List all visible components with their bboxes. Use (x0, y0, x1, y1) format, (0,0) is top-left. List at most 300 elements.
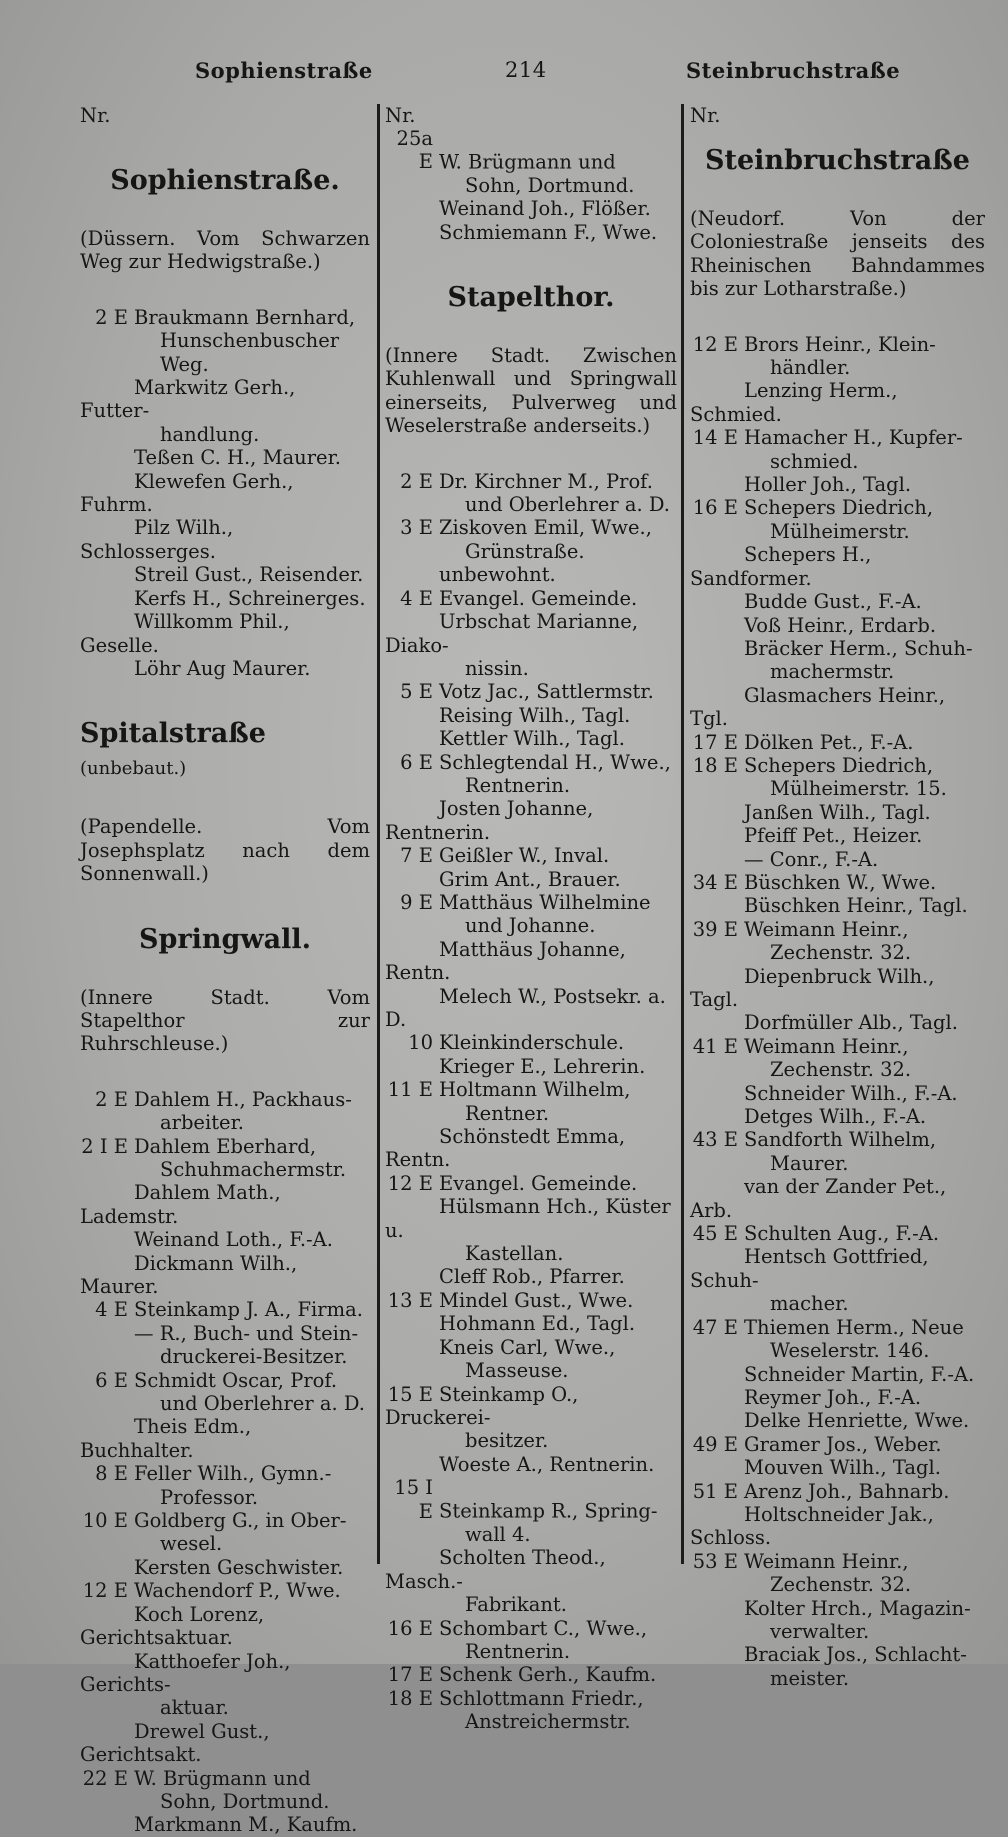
resident-text: Katthoefer Joh., Gerichts- (80, 1649, 291, 1696)
resident-text: Büschken W., Wwe. (744, 870, 937, 894)
address-entry (80, 1298, 370, 1321)
resident-text: Schmiemann F., Wwe. (439, 220, 658, 244)
address-entry (690, 918, 985, 941)
address-entry (690, 1433, 985, 1456)
resident-text: Evangel. Gemeinde. (439, 1171, 638, 1195)
address-entry (690, 590, 985, 613)
resident-text: Streil Gust., Reisender. (134, 563, 364, 587)
address-entry (80, 1088, 370, 1111)
street-description: (Papendelle. Vom Josephsplatz nach dem Sonnenwall.) (80, 815, 370, 886)
address-entry (690, 496, 985, 519)
address-entry (385, 844, 677, 867)
address-entry (690, 1643, 985, 1666)
resident-text-continuation: Weselerstr. 146. (770, 1339, 930, 1363)
resident-text-continuation: Zechenstr. 32. (770, 1058, 912, 1082)
house-number: 47 E (692, 1315, 738, 1339)
resident-text: Dahlem Eberhard, (134, 1134, 317, 1158)
address-entry (385, 1125, 677, 1172)
house-number: 15 I E (394, 1476, 433, 1523)
address-entry (690, 801, 985, 824)
street-title: Steinbruchstraße (705, 145, 970, 176)
resident-text: Theis Edm., Buchhalter. (80, 1415, 252, 1462)
address-entry (690, 333, 985, 356)
address-entry (385, 868, 677, 891)
address-entry (690, 731, 985, 754)
house-number: 13 E (387, 1288, 433, 1312)
address-entry (80, 1767, 370, 1790)
address-entry (690, 426, 985, 449)
resident-text: Braciak Jos., Schlacht- (744, 1643, 967, 1667)
resident-text-continuation: Rentner. (465, 1101, 550, 1125)
resident-text: unbewohnt. (439, 563, 556, 587)
resident-text-continuation: Schuhmachermstr. (160, 1157, 347, 1181)
house-number: 41 E (692, 1034, 738, 1058)
house-number: 12 E (82, 1579, 128, 1603)
address-entry (80, 1813, 370, 1836)
resident-text: Weimann Heinr., (744, 917, 909, 941)
resident-text: Kolter Hrch., Magazin- (744, 1596, 971, 1620)
resident-text: Dölken Pet., F.-A. (744, 730, 914, 754)
address-entry (385, 938, 677, 985)
resident-text: Geißler W., Inval. (439, 844, 610, 868)
address-entry (385, 1476, 677, 1523)
resident-text: Holtmann Wilhelm, (439, 1078, 631, 1102)
resident-text-continuation: Mülheimerstr. 15. (770, 777, 947, 801)
address-entry (385, 610, 677, 657)
address-entry (80, 657, 370, 680)
resident-text: Holler Joh., Tagl. (744, 473, 912, 497)
house-number: 43 E (692, 1128, 738, 1152)
resident-text-continuation: handlung. (160, 422, 260, 446)
house-number: 25a E (396, 127, 433, 174)
street-title: Stapelthor. (447, 282, 615, 314)
resident-text-continuation: Zechenstr. 32. (770, 941, 912, 965)
address-entry (690, 1175, 985, 1222)
house-number: 9 E (400, 890, 433, 914)
house-number: 16 E (387, 1616, 433, 1640)
resident-text-continuation: besitzer. (465, 1429, 549, 1453)
address-entry (385, 563, 677, 586)
resident-text: Drewel Gust., Gerichtsakt. (80, 1719, 270, 1767)
resident-text: Hentsch Gottfried, Schuh- (690, 1245, 929, 1292)
street-description: (Innere Stadt. Zwischen Kuhlenwall und Springwall einerseits, Pulverweg und Weselerstraße anderseits.) (385, 344, 677, 438)
address-entry (690, 684, 985, 731)
resident-text: Ziskoven Emil, Wwe., (439, 516, 652, 540)
house-number: 34 E (692, 870, 738, 894)
resident-text-continuation: Rentnerin. (465, 773, 571, 797)
resident-text: Urbschat Marianne, Diako- (385, 610, 639, 657)
entry-list (385, 127, 677, 244)
resident-text: Schönstedt Emma, Rentn. (385, 1125, 626, 1172)
resident-text: Büschken Heinr., Tagl. (744, 894, 968, 918)
resident-text: Reising Wilh., Tagl. (439, 703, 631, 727)
house-number: 45 E (692, 1222, 738, 1246)
resident-text: Dr. Kirchner M., Prof. (439, 469, 653, 493)
resident-text: Kersten Geschwister. (134, 1555, 344, 1579)
address-entry (80, 446, 370, 469)
resident-text: Dickmann Wilh., Maurer. (80, 1251, 298, 1298)
address-entry (385, 891, 677, 914)
address-entry (385, 197, 677, 220)
resident-text: Willkomm Phil., Geselle. (80, 610, 290, 657)
resident-text: Diepenbruck Wilh., Tagl. (690, 964, 935, 1011)
resident-text: Weinand Loth., F.-A. (134, 1228, 333, 1252)
resident-text: Budde Gust., F.-A. (744, 590, 922, 614)
address-entry (80, 1509, 370, 1532)
address-entry (385, 587, 677, 610)
address-entry (385, 1617, 677, 1640)
street-description: (Neudorf. Von der Coloniestraße jenseits des Rheinischen Bahndammes bis zur Lotharstraße.) (690, 207, 985, 301)
house-number: 10 (408, 1031, 433, 1055)
house-number: 15 E (387, 1382, 433, 1406)
resident-text: Kneis Carl, Wwe., (439, 1335, 616, 1359)
address-entry (690, 614, 985, 637)
address-entry (80, 516, 370, 563)
resident-text-continuation: Grünstraße. (465, 539, 585, 563)
street-title: Springwall. (138, 923, 312, 955)
running-head-right: Steinbruchstraße (686, 58, 901, 83)
address-entry (690, 824, 985, 847)
resident-text: Hülsmann Hch., Küster u. (385, 1195, 671, 1242)
address-entry (385, 1172, 677, 1195)
house-number: 3 E (400, 516, 433, 540)
resident-text: Braukmann Bernhard, (134, 305, 356, 329)
resident-text-continuation: machermstr. (770, 660, 895, 684)
resident-text: Thiemen Herm., Neue (744, 1315, 964, 1339)
column-2 (385, 104, 677, 1734)
resident-text: Markmann M., Kaufm. (134, 1813, 358, 1837)
resident-text: Koch Lorenz, Gerichtsaktuar. (80, 1602, 265, 1650)
address-entry (385, 1078, 677, 1101)
address-entry (385, 680, 677, 703)
resident-text: W. Brügmann und (439, 150, 616, 174)
resident-text-continuation: Maurer. (770, 1151, 849, 1175)
street-title (80, 718, 370, 785)
resident-text: Wachendorf P., Wwe. (134, 1579, 341, 1603)
nr-label: Nr. (385, 104, 416, 127)
house-number: 12 E (387, 1171, 433, 1195)
address-entry (385, 727, 677, 750)
resident-text: Lenzing Herm., Schmied. (690, 379, 898, 426)
address-entry (385, 470, 677, 493)
resident-text: Mindel Gust., Wwe. (439, 1288, 634, 1312)
address-entry (80, 1415, 370, 1462)
resident-text: Detges Wilh., F.-A. (744, 1105, 927, 1129)
resident-text: Glasmachers Heinr., Tgl. (690, 683, 946, 731)
resident-text: Schneider Wilh., F.-A. (744, 1081, 958, 1105)
column-rule (377, 104, 380, 1564)
resident-text: — R., Buch- und Stein- (134, 1321, 359, 1345)
house-number: 2 E (400, 469, 433, 493)
house-number: 17 E (692, 730, 738, 754)
address-entry (80, 1181, 370, 1228)
resident-text-continuation: Mülheimerstr. (770, 519, 910, 543)
address-entry (690, 1550, 985, 1573)
resident-text: Pfeiff Pet., Heizer. (744, 824, 923, 848)
address-entry (80, 306, 370, 329)
address-entry (385, 221, 677, 244)
resident-text: Steinkamp O., Druckerei- (385, 1382, 579, 1429)
resident-text: Votz Jac., Sattlermstr. (439, 680, 654, 704)
address-entry (80, 1135, 370, 1158)
house-number: 6 E (95, 1368, 128, 1392)
resident-text: Schepers H., Sandformer. (690, 543, 872, 590)
address-entry (690, 754, 985, 777)
house-number: 49 E (692, 1432, 738, 1456)
address-entry (80, 1579, 370, 1602)
resident-text: Löhr Aug Maurer. (134, 656, 311, 680)
house-number: 6 E (400, 750, 433, 774)
resident-text-continuation: wall 4. (465, 1522, 531, 1546)
resident-text-continuation: aktuar. (160, 1696, 229, 1720)
house-number: 51 E (692, 1479, 738, 1503)
resident-text-continuation: Zechenstr. 32. (770, 1573, 912, 1597)
house-number: 14 E (692, 426, 738, 450)
resident-text-continuation: nissin. (465, 656, 529, 680)
resident-text: Schlegtendal H., Wwe., (439, 750, 671, 774)
address-entry (385, 797, 677, 844)
resident-text: Feller Wilh., Gymn.- (134, 1462, 332, 1486)
address-entry (690, 1409, 985, 1432)
resident-text: Voß Heinr., Erdarb. (744, 613, 937, 637)
address-entry (690, 1035, 985, 1058)
address-entry (690, 473, 985, 496)
resident-text: Kleinkinderschule. (439, 1031, 625, 1055)
resident-text-continuation: Masseuse. (465, 1359, 569, 1383)
address-entry (80, 1650, 370, 1697)
resident-text-continuation: Kastellan. (465, 1242, 564, 1266)
resident-text-continuation: Rentnerin. (465, 1639, 571, 1663)
address-entry (690, 1245, 985, 1292)
resident-text: Brors Heinr., Klein- (744, 332, 936, 356)
resident-text: Klewefen Gerh., Fuhrm. (80, 469, 294, 517)
resident-text: Matthäus Wilhelmine (439, 890, 651, 914)
address-entry (385, 1055, 677, 1078)
resident-text: Schulten Aug., F.-A. (744, 1222, 940, 1246)
resident-text: Matthäus Johanne, Rentn. (385, 937, 626, 985)
address-entry (690, 965, 985, 1012)
address-entry (690, 1386, 985, 1409)
address-entry (690, 1316, 985, 1339)
entry-list (80, 306, 370, 681)
house-number: 39 E (692, 917, 738, 941)
house-number: 18 E (387, 1686, 433, 1710)
resident-text: Arenz Joh., Bahnarb. (744, 1479, 950, 1503)
address-entry (385, 704, 677, 727)
entry-list (80, 1088, 370, 1837)
resident-text: Goldberg G., in Ober- (134, 1509, 347, 1533)
address-entry (385, 516, 677, 539)
resident-text-continuation: Hunschenbuscher Weg. (160, 329, 340, 376)
address-entry (385, 1546, 677, 1593)
resident-text: Woeste A., Rentnerin. (439, 1452, 655, 1476)
nr-label: Nr. (690, 104, 721, 127)
house-number: 18 E (692, 753, 738, 777)
house-number: 10 E (82, 1509, 128, 1533)
resident-text-continuation: Fabrikant. (465, 1593, 567, 1617)
page-number: 214 (505, 58, 547, 82)
resident-text-continuation: Professor. (160, 1485, 259, 1509)
address-entry (690, 1105, 985, 1128)
resident-text: Grim Ant., Brauer. (439, 867, 621, 891)
house-number: 4 E (95, 1298, 128, 1322)
resident-text-continuation: Sohn, Dortmund. (160, 1789, 330, 1813)
entry-list (690, 333, 985, 1691)
resident-text: Schenk Gerh., Kaufm. (439, 1663, 657, 1687)
resident-text: Scholten Theod., Masch.- (385, 1546, 606, 1593)
resident-text-continuation: Anstreichermstr. (465, 1710, 631, 1734)
resident-text: Schombart C., Wwe., (439, 1616, 648, 1640)
resident-text: Evangel. Gemeinde. (439, 586, 638, 610)
address-entry (690, 1128, 985, 1151)
house-number: 2 I E (81, 1134, 128, 1158)
house-number: 8 E (95, 1462, 128, 1486)
house-number: 53 E (692, 1549, 738, 1573)
resident-text: Schlottmann Friedr., (439, 1686, 644, 1710)
resident-text-continuation: schmied. (770, 449, 859, 473)
address-entry (690, 1082, 985, 1105)
address-entry (690, 871, 985, 894)
address-entry (690, 637, 985, 660)
resident-text: Dahlem Math., Lademstr. (80, 1181, 281, 1228)
address-entry (80, 563, 370, 586)
address-entry (80, 1556, 370, 1579)
house-number: 7 E (400, 844, 433, 868)
resident-text: Josten Johanne, Rentnerin. (385, 797, 594, 844)
address-entry (80, 376, 370, 423)
entry-list (385, 470, 677, 1734)
resident-text: Reymer Joh., F.-A. (744, 1385, 922, 1409)
address-entry (690, 379, 985, 426)
house-number: 5 E (400, 680, 433, 704)
column-1 (80, 104, 370, 1837)
address-entry (80, 1462, 370, 1485)
resident-text-continuation: und Oberlehrer a. D. (160, 1392, 366, 1416)
nr-label: Nr. (80, 104, 111, 127)
address-entry (80, 1369, 370, 1392)
address-entry (690, 1011, 985, 1034)
street-description: (Düssern. Vom Schwarzen Weg zur Hedwigstraße.) (80, 227, 370, 274)
resident-text: Hamacher H., Kupfer- (744, 426, 963, 450)
address-entry (385, 985, 677, 1032)
address-entry (385, 1289, 677, 1312)
resident-text: Markwitz Gerh., Futter- (80, 376, 296, 423)
address-entry (690, 1222, 985, 1245)
resident-text: Sandforth Wilhelm, (744, 1128, 937, 1152)
resident-text: van der Zander Pet., Arb. (690, 1175, 947, 1222)
resident-text-continuation: und Oberlehrer a. D. (465, 493, 671, 517)
address-entry (385, 1453, 677, 1476)
resident-text: Gramer Jos., Weber. (744, 1432, 942, 1456)
address-entry (385, 127, 677, 174)
resident-text-continuation: arbeiter. (160, 1111, 244, 1135)
resident-text: Weimann Heinr., (744, 1034, 909, 1058)
resident-text-continuation: und Johanne. (465, 914, 596, 938)
address-entry (80, 1603, 370, 1650)
street-description: (Innere Stadt. Vom Stapelthor zur Ruhrschleuse.) (80, 985, 370, 1056)
address-entry (80, 1720, 370, 1767)
address-entry (385, 751, 677, 774)
house-number: 11 E (387, 1078, 433, 1102)
address-entry (80, 1228, 370, 1251)
address-entry (385, 1312, 677, 1335)
resident-text: — Conr., F.-A. (744, 847, 879, 871)
resident-text: Weinand Joh., Flößer. (439, 197, 651, 221)
house-number: 16 E (692, 496, 738, 520)
address-entry (80, 1322, 370, 1345)
resident-text: Bräcker Herm., Schuh- (744, 636, 973, 660)
resident-text: Steinkamp J. A., Firma. (134, 1298, 363, 1322)
address-entry (80, 1252, 370, 1299)
house-number: 17 E (387, 1663, 433, 1687)
resident-text: Cleff Rob., Pfarrer. (439, 1265, 625, 1289)
resident-text: Delke Henriette, Wwe. (744, 1409, 970, 1433)
address-entry (385, 1336, 677, 1359)
column-3 (690, 104, 985, 1690)
resident-text-continuation: druckerei-Besitzer. (160, 1345, 348, 1369)
address-entry (690, 1363, 985, 1386)
house-number: 2 E (95, 305, 128, 329)
column-rule (681, 104, 684, 1564)
address-entry (385, 1663, 677, 1686)
resident-text-continuation: meister. (770, 1666, 850, 1690)
street-title: Sophienstraße. (110, 165, 340, 196)
address-entry (385, 1031, 677, 1054)
address-entry (385, 1265, 677, 1288)
resident-text: Weimann Heinr., (744, 1549, 909, 1573)
resident-text: Kerfs H., Schreinerges. (134, 586, 366, 610)
resident-text: Dahlem H., Packhaus- (134, 1087, 352, 1111)
resident-text: Schmidt Oscar, Prof. (134, 1368, 338, 1392)
resident-text: Schepers Diedrich, (744, 496, 934, 520)
address-entry (80, 470, 370, 517)
address-entry (690, 543, 985, 590)
resident-text: Krieger E., Lehrerin. (439, 1054, 646, 1078)
running-head-left: Sophienstraße (195, 58, 373, 83)
resident-text-continuation: wesel. (160, 1532, 223, 1556)
resident-text: Mouven Wilh., Tagl. (744, 1456, 941, 1480)
resident-text: Janßen Wilh., Tagl. (744, 800, 931, 824)
resident-text-continuation: händler. (770, 356, 851, 380)
resident-text: Schneider Martin, F.-A. (744, 1362, 975, 1386)
resident-text: Pilz Wilh., Schlosserges. (80, 516, 234, 563)
resident-text: Hohmann Ed., Tagl. (439, 1312, 636, 1336)
resident-text: Kettler Wilh., Tagl. (439, 727, 625, 751)
address-entry (80, 610, 370, 657)
address-entry (80, 587, 370, 610)
resident-text: Teßen C. H., Maurer. (134, 446, 341, 470)
address-entry (690, 1597, 985, 1620)
address-entry (690, 1503, 985, 1550)
address-entry (690, 1456, 985, 1479)
street-subtitle: (unbebaut.) (80, 758, 187, 780)
resident-text: Steinkamp R., Spring- (439, 1499, 658, 1523)
house-number: 12 E (692, 332, 738, 356)
resident-text-continuation: Sohn, Dortmund. (465, 173, 635, 197)
resident-text-continuation: verwalter. (770, 1619, 870, 1643)
street-title-text: Spitalstraße (80, 718, 266, 750)
resident-text: W. Brügmann und (134, 1766, 311, 1790)
address-entry (385, 1687, 677, 1710)
house-number: 22 E (82, 1766, 128, 1790)
address-entry (690, 894, 985, 917)
resident-text: Melech W., Postsekr. a. D. (385, 984, 666, 1031)
resident-text-continuation: macher. (770, 1292, 849, 1316)
address-entry (385, 1383, 677, 1430)
house-number: 4 E (400, 586, 433, 610)
house-number: 2 E (95, 1087, 128, 1111)
resident-text: Dorfmüller Alb., Tagl. (744, 1011, 958, 1035)
